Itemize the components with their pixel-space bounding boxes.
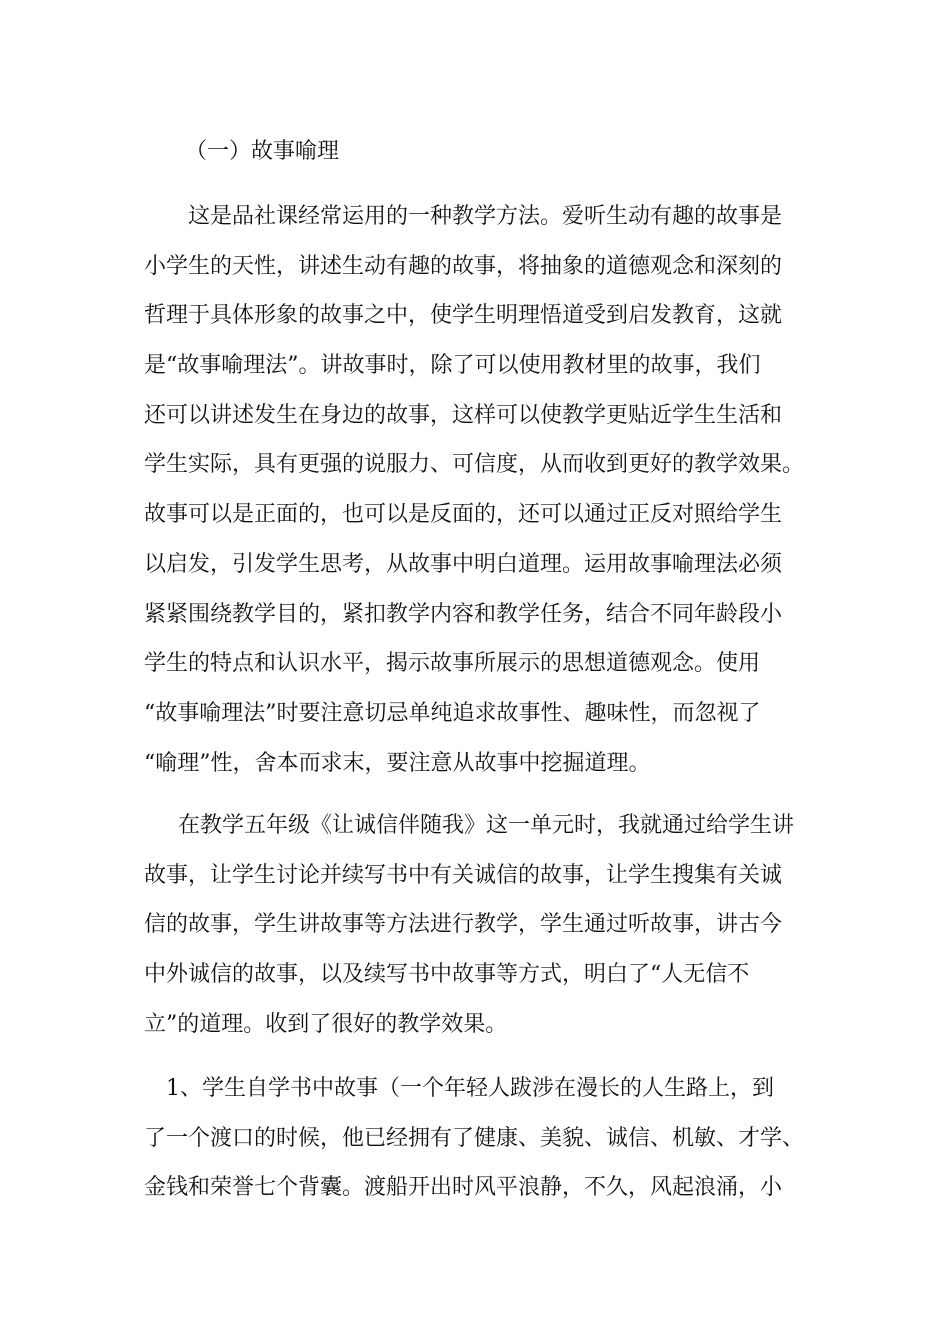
text-line: 1、学生自学书中故事（一个年轻人跋涉在漫长的人生路上，到 [166, 1076, 774, 1101]
paragraph-integrity-unit [144, 801, 824, 1049]
text-line: 学生的特点和认识水平，揭示故事所展示的思想道德观念。使用 [144, 651, 761, 677]
text-line: 金钱和荣誉七个背囊。渡船开出时风平浪静，不久，风起浪涌，小 [144, 1175, 783, 1201]
text-line: 中外诚信的故事，以及续写书中故事等方式，明白了“人无信不 [144, 962, 750, 988]
text-line: 还可以讲述发生在身边的故事，这样可以使教学更贴近学生生活和 [144, 402, 783, 428]
text-line: 故事，让学生讨论并续写书中有关诚信的故事，让学生搜集有关诚 [144, 862, 783, 888]
text-line: 立”的道理。收到了很好的教学效果。 [144, 1011, 508, 1037]
text-line: 以启发，引发学生思考，从故事中明白道理。运用故事喻理法必须 [144, 551, 783, 577]
text-line: 哲理于具体形象的故事之中，使学生明理悟道受到启发教育，这就 [144, 303, 783, 329]
text-line: “喻理”性，舍本而求末，要注意从故事中挖掘道理。 [144, 750, 651, 776]
text-line: 了一个渡口的时候，他已经拥有了健康、美貌、诚信、机敏、才学、 [144, 1125, 805, 1151]
paragraph-self-study [144, 1064, 824, 1213]
section-heading: （一）故事喻理 [185, 139, 340, 164]
paragraph-story-method [144, 192, 824, 788]
text-line: 紧紧围绕教学目的，紧扣教学内容和教学任务，结合不同年龄段小 [144, 601, 783, 627]
text-line: 学生实际，具有更强的说服力、可信度，从而收到更好的教学效果。 [144, 452, 805, 478]
text-line: 信的故事，学生讲故事等方法进行教学，学生通过听故事，讲古今 [144, 912, 783, 938]
text-line: “故事喻理法”时要注意切忌单纯追求故事性、趣味性，而忽视了 [144, 700, 761, 726]
text-line: 是“故事喻理法”。讲故事时，除了可以使用教材里的故事，我们 [144, 353, 761, 379]
text-line: 在教学五年级《让诚信伴随我》这一单元时，我就通过给学生讲 [178, 813, 795, 838]
text-line: 故事可以是正面的，也可以是反面的，还可以通过正反对照给学生 [144, 502, 783, 528]
text-line: 小学生的天性，讲述生动有趣的故事，将抽象的道德观念和深刻的 [144, 253, 783, 279]
text-line: 这是品社课经常运用的一种教学方法。爱听生动有趣的故事是 [188, 204, 783, 229]
